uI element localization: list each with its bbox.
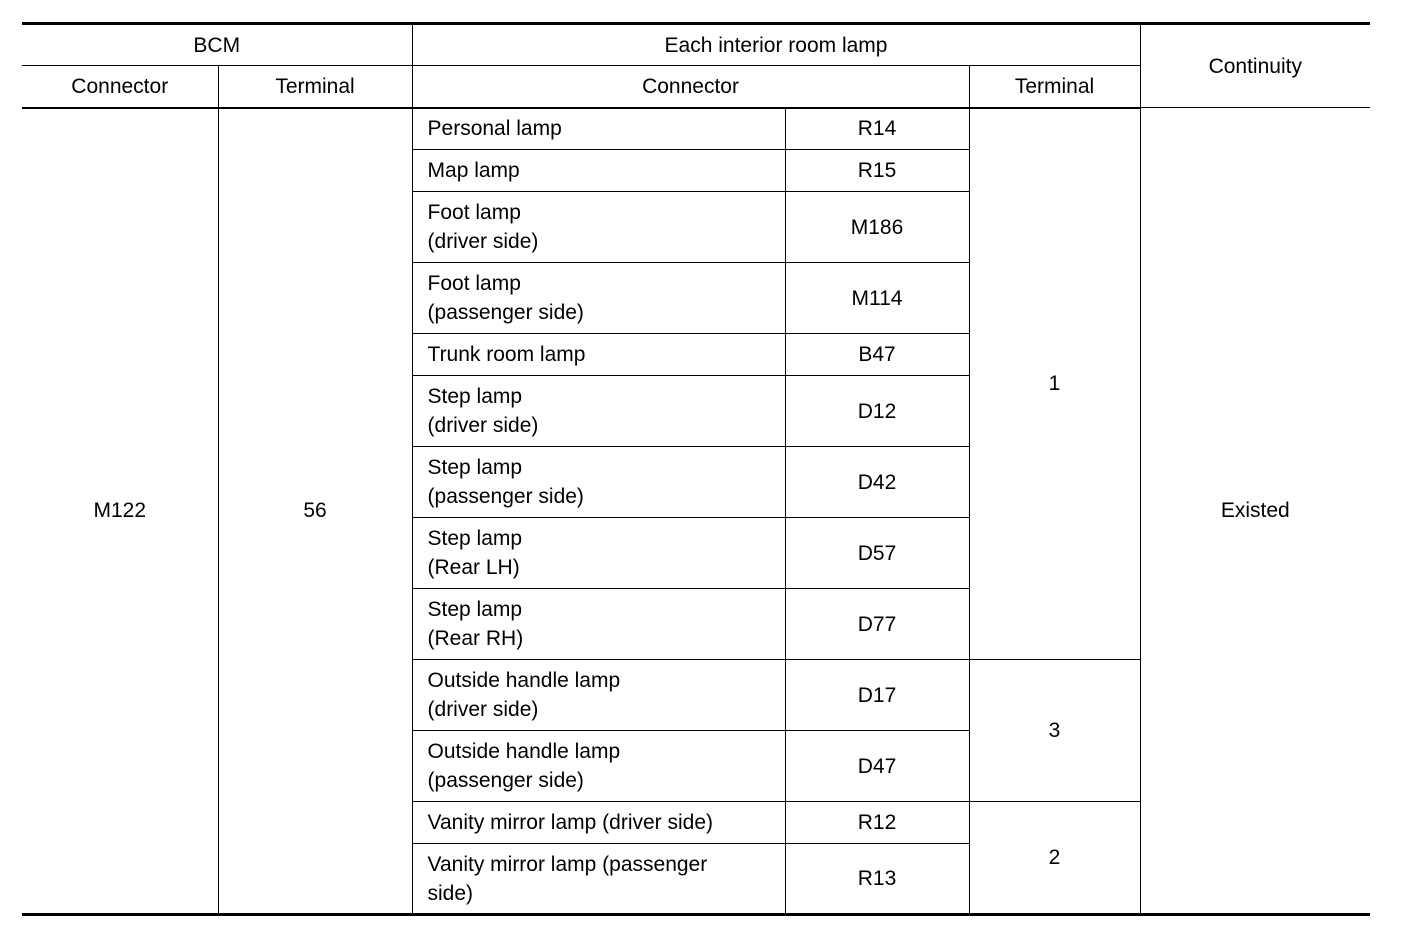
bcm-terminal-cell: 56 [218,108,412,915]
lamp-name-cell: Vanity mirror lamp (passenger side) [412,844,785,915]
lamp-name-cell: Outside handle lamp (driver side) [412,660,785,731]
lamp-name-cell: Trunk room lamp [412,334,785,376]
table-row [22,108,1370,150]
header-bcm-connector: Connector [22,66,218,108]
lamp-terminal-group-cell: 3 [969,660,1140,802]
lamp-connector-cell: D42 [785,447,969,518]
continuity-cell: Existed [1140,108,1370,915]
lamp-connector-cell: R14 [785,108,969,150]
lamp-connector-cell: M186 [785,192,969,263]
lamp-terminal-group-cell: 2 [969,802,1140,915]
lamp-connector-cell: M114 [785,263,969,334]
lamp-name-cell: Step lamp (Rear LH) [412,518,785,589]
lamp-name-cell: Outside handle lamp (passenger side) [412,731,785,802]
header-room-lamp: Each interior room lamp [412,24,1140,66]
header-lamp-terminal: Terminal [969,66,1140,108]
lamp-name-cell: Step lamp (passenger side) [412,447,785,518]
lamp-terminal-group-cell: 1 [969,108,1140,660]
lamp-connector-cell: D57 [785,518,969,589]
bcm-connector-cell: M122 [22,108,218,915]
header-bcm: BCM [22,24,412,66]
header-continuity: Continuity [1140,24,1370,108]
header-bcm-terminal: Terminal [218,66,412,108]
lamp-connector-cell: R13 [785,844,969,915]
continuity-spec-table [22,22,1370,916]
lamp-connector-cell: B47 [785,334,969,376]
lamp-name-cell: Foot lamp (driver side) [412,192,785,263]
lamp-name-cell: Step lamp (Rear RH) [412,589,785,660]
lamp-connector-cell: D77 [785,589,969,660]
header-lamp-connector: Connector [412,66,969,108]
lamp-connector-cell: R15 [785,150,969,192]
lamp-name-cell: Vanity mirror lamp (driver side) [412,802,785,844]
lamp-connector-cell: D17 [785,660,969,731]
lamp-connector-cell: D12 [785,376,969,447]
lamp-connector-cell: R12 [785,802,969,844]
lamp-name-cell: Step lamp (driver side) [412,376,785,447]
lamp-name-cell: Map lamp [412,150,785,192]
lamp-name-cell: Personal lamp [412,108,785,150]
lamp-name-cell: Foot lamp (passenger side) [412,263,785,334]
lamp-connector-cell: D47 [785,731,969,802]
